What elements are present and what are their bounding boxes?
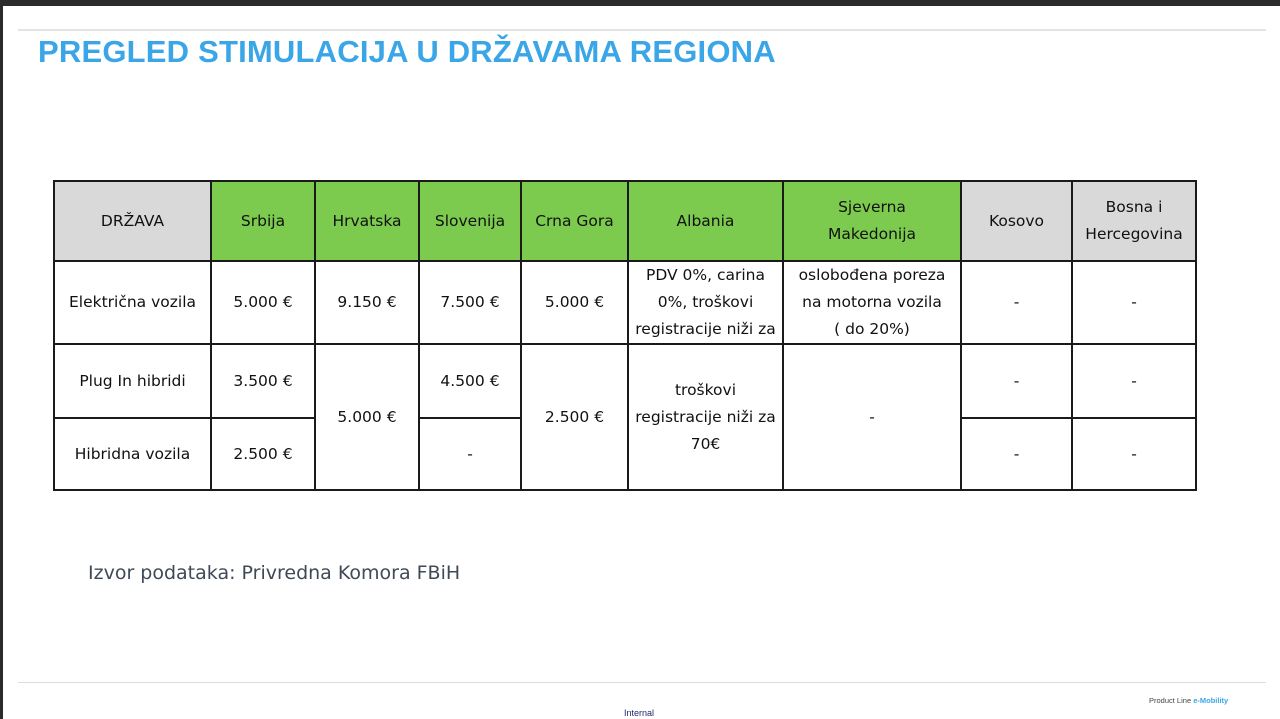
header-makedonija (783, 181, 961, 261)
cell-hybrids-hrvatska: 5.000 € (315, 344, 419, 490)
cell-plugin-slovenija: 4.500 € (419, 344, 521, 418)
header-bih-line2: Hercegovina (1085, 225, 1183, 243)
cell-electric-srbija: 5.000 € (211, 261, 315, 344)
cell-electric-kosovo: - (961, 261, 1072, 344)
cell-hybrid-slovenija: - (419, 418, 521, 490)
cell-plugin-bih: - (1072, 344, 1196, 418)
header-country: DRŽAVA (54, 181, 211, 261)
table-row-electric (54, 261, 1196, 344)
footer-divider (18, 682, 1266, 683)
cell-hybrids-albania-line1: troškovi (674, 380, 737, 399)
row-label-plugin: Plug In hibridi (54, 344, 211, 418)
cell-hybrids-albania-line3: 70€ (690, 434, 721, 453)
cell-hybrids-makedonija: - (783, 344, 961, 490)
header-divider (18, 29, 1266, 31)
cell-electric-crna-gora: 5.000 € (521, 261, 628, 344)
row-label-hybrid: Hibridna vozila (54, 418, 211, 490)
table-row-plugin (54, 344, 1196, 418)
header-makedonija-line2: Makedonija (827, 225, 917, 243)
footer-product-line (1149, 696, 1228, 705)
cell-electric-makedonija-line2: na motorna vozila (802, 293, 942, 311)
window-top-border (0, 0, 1280, 6)
header-bih (1072, 181, 1196, 261)
data-source-note: Izvor podataka: Privredna Komora FBiH (88, 562, 461, 584)
table-header-row (54, 181, 1196, 261)
cell-hybrids-albania-line2: registracije niži za (635, 407, 776, 426)
cell-hybrids-albania (628, 344, 783, 490)
cell-plugin-srbija: 3.500 € (211, 344, 315, 418)
cell-electric-albania-line3: registracije niži za (635, 320, 776, 338)
cell-electric-albania-line1: PDV 0%, carina (645, 266, 765, 284)
cell-electric-makedonija (783, 261, 961, 344)
header-albania: Albania (628, 181, 783, 261)
cell-hybrid-srbija: 2.500 € (211, 418, 315, 490)
row-label-electric: Električna vozila (54, 261, 211, 344)
cell-electric-albania-line2: 0%, troškovi (657, 293, 754, 311)
cell-hybrid-kosovo: - (961, 418, 1072, 490)
footer-product-line-prefix: Product Line (1149, 696, 1192, 705)
cell-electric-makedonija-line3: ( do 20%) (834, 320, 910, 338)
header-crna-gora: Crna Gora (521, 181, 628, 261)
header-hrvatska: Hrvatska (315, 181, 419, 261)
header-kosovo: Kosovo (961, 181, 1072, 261)
footer-product-line-accent: e-Mobility (1193, 696, 1229, 705)
header-makedonija-line1: Sjeverna (838, 198, 906, 216)
window-left-border (0, 0, 3, 719)
cell-electric-albania (628, 261, 783, 344)
cell-hybrid-bih: - (1072, 418, 1196, 490)
footer-classification: Internal (624, 708, 655, 718)
cell-electric-bih: - (1072, 261, 1196, 344)
cell-electric-hrvatska: 9.150 € (315, 261, 419, 344)
cell-electric-makedonija-line1: oslobođena poreza (798, 266, 946, 284)
header-bih-line1: Bosna i (1105, 198, 1163, 216)
cell-plugin-kosovo: - (961, 344, 1072, 418)
header-slovenija: Slovenija (419, 181, 521, 261)
page-title: PREGLED STIMULACIJA U DRŽAVAMA REGIONA (38, 34, 776, 69)
cell-hybrids-crna-gora: 2.500 € (521, 344, 628, 490)
cell-electric-slovenija: 7.500 € (419, 261, 521, 344)
header-srbija: Srbija (211, 181, 315, 261)
stimulation-table (53, 180, 1197, 491)
